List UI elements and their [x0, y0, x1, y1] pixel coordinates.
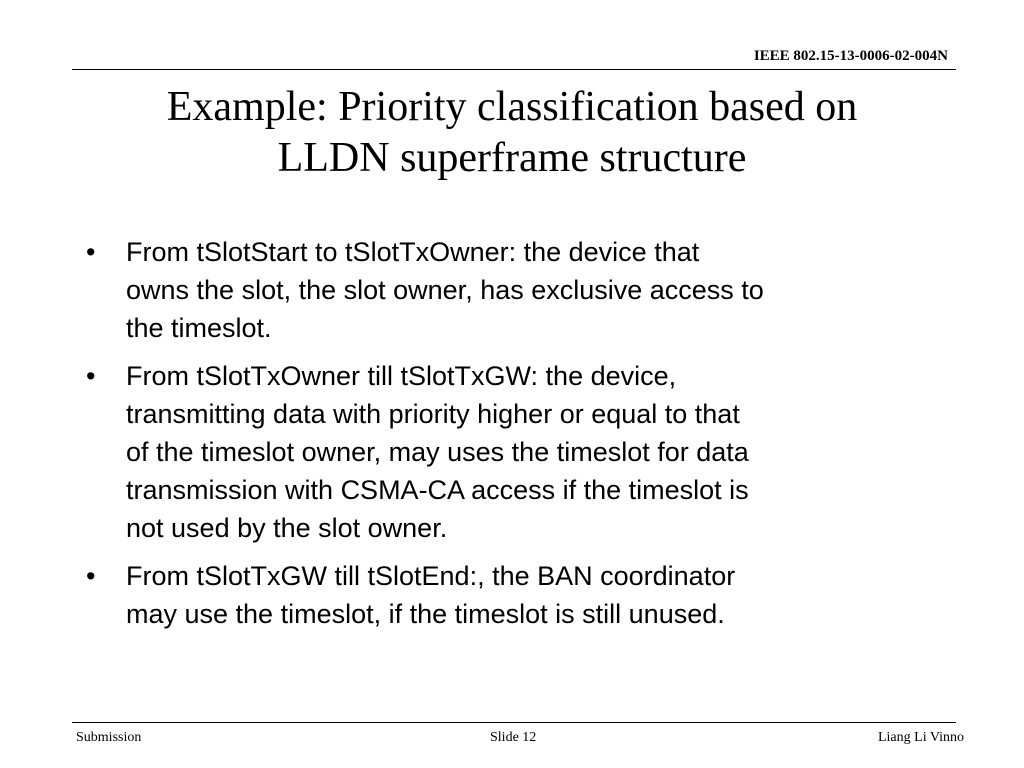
- bullet-marker: •: [86, 237, 96, 267]
- title-line: LLDN superframe structure: [277, 135, 747, 181]
- footer-author: Liang Li Vinno: [877, 730, 964, 745]
- bullet-text: [126, 357, 966, 547]
- bullet-line: transmission with CSMA-CA access if the timeslot is: [126, 475, 749, 505]
- bullet-list: [86, 233, 966, 643]
- document-id: IEEE 802.15-13-0006-02-004N: [753, 48, 948, 64]
- slide-title: [60, 82, 964, 184]
- footer-slide-number: Slide 12: [490, 730, 537, 745]
- bullet-item: [86, 557, 966, 633]
- bullet-line: From tSlotTxOwner till tSlotTxGW: the device,: [126, 361, 677, 391]
- bullet-marker: •: [86, 361, 96, 391]
- bullet-line: owns the slot, the slot owner, has exclusive access to: [126, 275, 764, 305]
- bullet-line: not used by the slot owner.: [126, 513, 448, 543]
- footer-divider: [72, 722, 956, 723]
- header-divider: [72, 69, 956, 70]
- bullet-line: of the timeslot owner, may uses the timeslot for data: [126, 437, 749, 467]
- title-line: Example: Priority classification based on: [166, 84, 858, 130]
- bullet-item: [86, 233, 966, 347]
- bullet-line: transmitting data with priority higher or equal to that: [126, 399, 740, 429]
- bullet-line: may use the timeslot, if the timeslot is still unused.: [126, 599, 725, 629]
- bullet-item: [86, 357, 966, 547]
- bullet-text: [126, 557, 966, 633]
- bullet-line: the timeslot.: [126, 313, 272, 343]
- bullet-text: [126, 233, 966, 347]
- footer-submission: Submission: [76, 730, 142, 745]
- bullet-line: From tSlotTxGW till tSlotEnd:, the BAN coordinator: [126, 561, 736, 591]
- bullet-marker: •: [86, 561, 96, 591]
- bullet-line: From tSlotStart to tSlotTxOwner: the device that: [126, 237, 700, 267]
